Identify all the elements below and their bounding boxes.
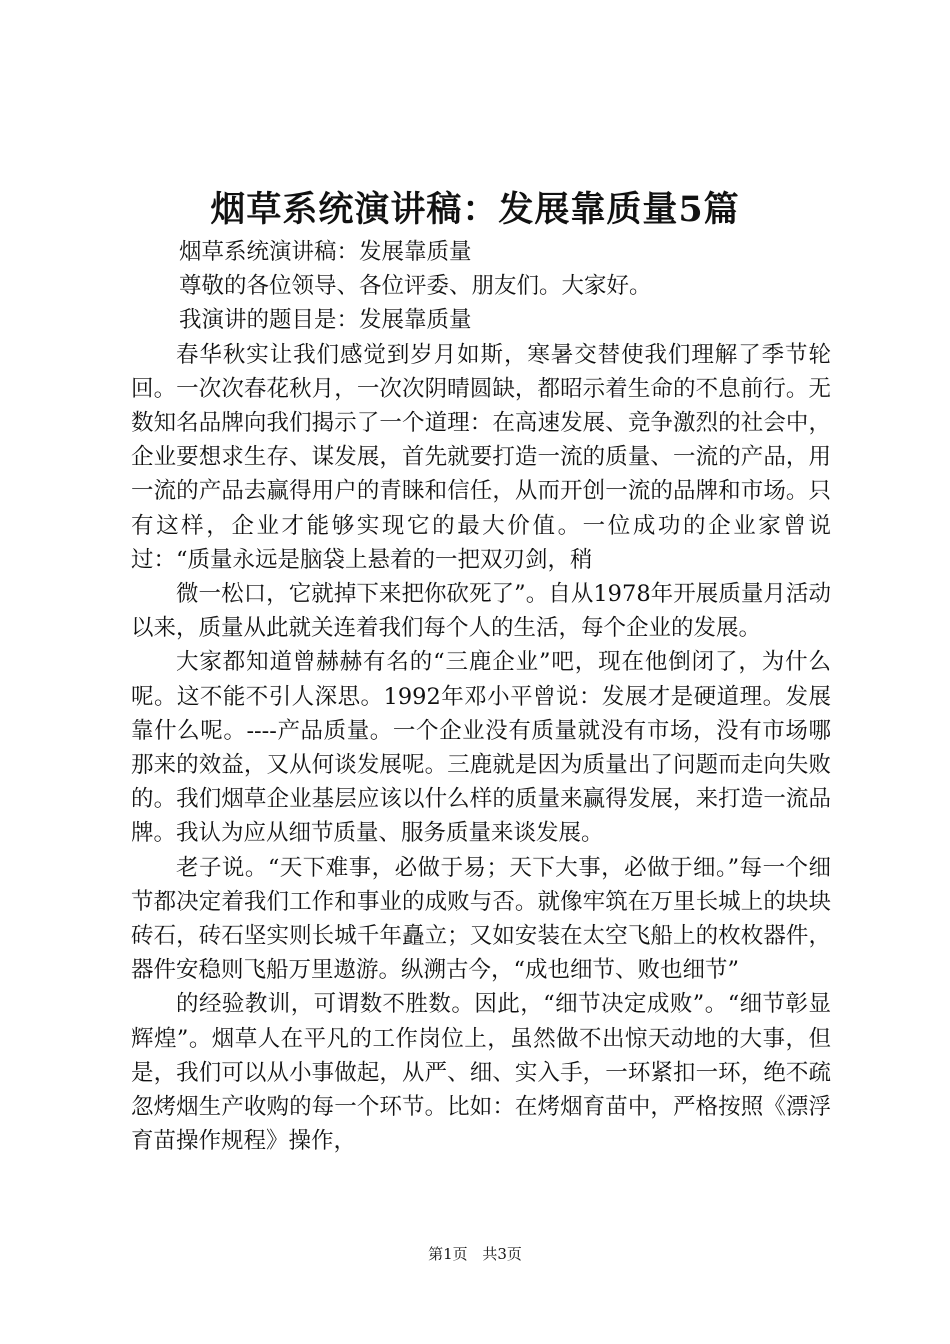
paragraph: 老子说。“天下难事，必做于易；天下大事，必做于细。”每一个细节都决定着我们工作和事业的成败与否。就像牢筑在万里长城上的块块砖石，砖石坚实则长城千年矗立；又如安装在太空飞船上的枚枚器件，器件安稳则飞船万里遨游。纵溯古今，“成也细节、败也细节” xyxy=(131,854,831,984)
document-body xyxy=(131,235,831,1158)
paragraph: 的经验教训，可谓数不胜数。因此，“细节决定成败”。“细节彰显辉煌”。烟草人在平凡的工作岗位上，虽然做不出惊天动地的大事，但是，我们可以从小事做起，从严、细、实入手，一环紧扣一环，绝不疏忽烤烟生产收购的每一个环节。比如：在烤烟育苗中，严格按照《漂浮育苗操作规程》操作， xyxy=(131,991,831,1155)
paragraph: 大家都知道曾赫赫有名的“三鹿企业”吧，现在他倒闭了，为什么呢。这不能不引人深思。1992年邓小平曾说：发展才是硬道理。发展靠什么呢。----产品质量。一个企业没有质量就没有市场，没有市场哪那来的效益，又从何谈发展呢。三鹿就是因为质量出了问题而走向失败的。我们烟草企业基层应该以什么样的质量来赢得发展，来打造一流品牌。我认为应从细节质量、服务质量来谈发展。 xyxy=(131,649,831,847)
paragraph: 微一松口，它就掉下来把你砍死了”。自从1978年开展质量月活动以来，质量从此就关连着我们每个人的生活，每个企业的发展。 xyxy=(131,581,831,642)
page-number: 第1页 xyxy=(428,1245,468,1263)
page-total: 共3页 xyxy=(482,1245,522,1263)
paragraph: 春华秋实让我们感觉到岁月如斯，寒暑交替使我们理解了季节轮回。一次次春花秋月，一次次阴晴圆缺，都昭示着生命的不息前行。无数知名品牌向我们揭示了一个道理：在高速发展、竞争激烈的社会中，企业要想求生存、谋发展，首先就要打造一流的质量、一流的产品，用一流的产品去赢得用户的青睐和信任，从而开创一流的品牌和市场。只有这样，企业才能够实现它的最大价值。一位成功的企业家曾说过：“质量永远是脑袋上悬着的一把双刃剑，稍 xyxy=(131,341,831,573)
paragraph-topic: 我演讲的题目是：发展靠质量 xyxy=(179,307,472,334)
page-footer xyxy=(0,1244,950,1264)
paragraph-greeting: 尊敬的各位领导、各位评委、朋友们。大家好。 xyxy=(179,273,652,300)
paragraph-subtitle: 烟草系统演讲稿：发展靠质量 xyxy=(179,239,472,265)
document-title: 烟草系统演讲稿：发展靠质量5篇 xyxy=(210,189,740,230)
